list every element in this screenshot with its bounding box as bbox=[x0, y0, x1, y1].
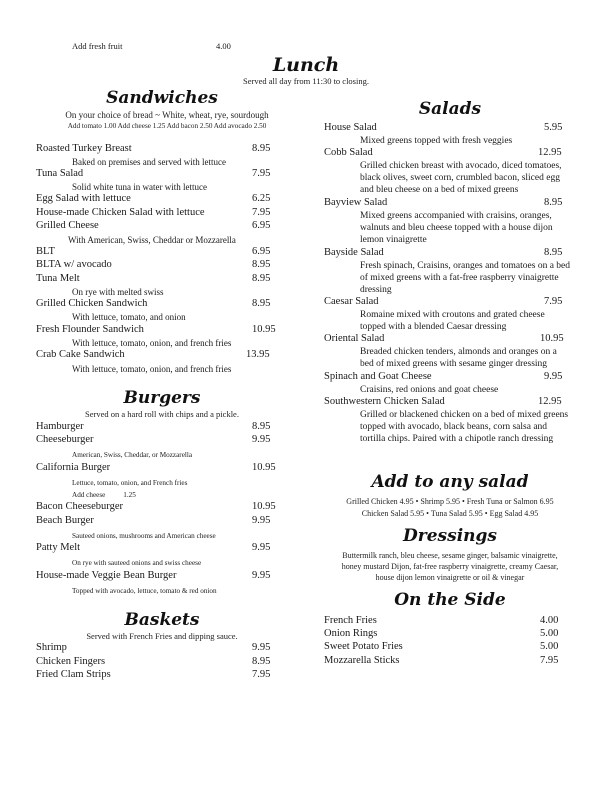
dressings-line3: house dijon lemon vinaigrette or oil & vinegar bbox=[375, 573, 525, 582]
menu-price: 7.95 bbox=[540, 655, 559, 666]
menu-item: Fried Clam Strips bbox=[36, 669, 111, 680]
menu-desc: With lettuce, tomato, onion, and french fries bbox=[72, 338, 232, 348]
add-to-salad-title: Add to any salad bbox=[371, 472, 529, 492]
menu-price: 9.95 bbox=[252, 570, 271, 581]
menu-price: 8.95 bbox=[252, 259, 271, 270]
menu-item: BLT bbox=[36, 246, 55, 257]
menu-item: Bayview Salad bbox=[324, 197, 388, 208]
menu-price: 7.95 bbox=[252, 207, 271, 218]
menu-price: 9.95 bbox=[252, 542, 271, 553]
menu-item: California Burger bbox=[36, 462, 111, 473]
menu-item: Cobb Salad bbox=[324, 147, 373, 158]
sandwiches-intro: On your choice of bread ~ White, wheat, rye, sourdough bbox=[65, 110, 269, 120]
menu-item: Egg Salad with lettuce bbox=[36, 193, 131, 204]
menu-item: House Salad bbox=[324, 122, 377, 133]
menu-price: 6.25 bbox=[252, 193, 271, 204]
menu-price: 8.95 bbox=[544, 247, 563, 258]
sides-title: On the Side bbox=[394, 590, 506, 610]
menu-price: 12.95 bbox=[538, 396, 562, 407]
menu-price: 5.95 bbox=[544, 122, 563, 133]
menu-item: Chicken Fingers bbox=[36, 656, 106, 667]
menu-price: 7.95 bbox=[252, 669, 271, 680]
menu-item: Bacon Cheeseburger bbox=[36, 501, 123, 512]
dressings-title: Dressings bbox=[403, 526, 497, 546]
menu-item: House-made Veggie Bean Burger bbox=[36, 570, 177, 581]
menu-item: BLTA w/ avocado bbox=[36, 259, 112, 270]
dressings-line1: Buttermilk ranch, bleu cheese, sesame ginger, balsamic vinaigrette, bbox=[342, 551, 558, 560]
menu-price: 10.95 bbox=[252, 324, 276, 335]
menu-desc: Mixed greens accompanied with craisins, oranges, walnuts and bleu cheese topped with a house dijon lemon vinaigrette bbox=[360, 211, 553, 246]
menu-price: 10.95 bbox=[252, 501, 276, 512]
menu-desc: Romaine mixed with croutons and grated cheese topped with a blended Caesar dressing bbox=[360, 310, 545, 333]
menu-price: 10.95 bbox=[252, 462, 276, 473]
menu-item: Cheeseburger bbox=[36, 434, 94, 445]
menu-item: Oriental Salad bbox=[324, 333, 385, 344]
lunch-subtitle: Served all day from 11:30 to closing. bbox=[243, 76, 369, 86]
lunch-title: Lunch bbox=[272, 54, 340, 76]
menu-desc: Grilled chicken breast with avocado, diced tomatoes, black olives, sweet corn, crumbled bacon, sliced egg and bleu cheese on a bed of mixed greens bbox=[360, 161, 562, 196]
menu-price: 6.95 bbox=[252, 246, 271, 257]
menu-item: French Fries bbox=[324, 615, 377, 626]
menu-desc: Sauteed onions, mushrooms and American cheese bbox=[72, 532, 216, 540]
salads-title: Salads bbox=[418, 99, 482, 119]
menu-item: Bayside Salad bbox=[324, 247, 384, 258]
baskets-intro: Served with French Fries and dipping sauce. bbox=[86, 631, 238, 641]
baskets-title: Baskets bbox=[124, 610, 200, 630]
menu-price: 5.00 bbox=[540, 628, 559, 639]
menu-item: Grilled Chicken Sandwich bbox=[36, 298, 148, 309]
menu-price: 6.95 bbox=[252, 220, 271, 231]
menu-price: 10.95 bbox=[540, 333, 564, 344]
menu-price: 8.95 bbox=[544, 197, 563, 208]
menu-desc: Mixed greens topped with fresh veggies bbox=[360, 136, 513, 146]
menu-item: Crab Cake Sandwich bbox=[36, 349, 125, 360]
menu-price: 8.95 bbox=[252, 656, 271, 667]
menu-price: 8.95 bbox=[252, 273, 271, 284]
menu-item: Tuna Melt bbox=[36, 273, 80, 284]
menu-price: 9.95 bbox=[544, 371, 563, 382]
menu-price: 8.95 bbox=[252, 143, 271, 154]
add-to-salad-line2: Chicken Salad 5.95 • Tuna Salad 5.95 • Egg Salad 4.95 bbox=[361, 509, 539, 518]
menu-desc: On rye with melted swiss bbox=[72, 287, 164, 297]
menu-item: Caesar Salad bbox=[324, 296, 379, 307]
menu-item: Beach Burger bbox=[36, 515, 94, 526]
menu-desc: Craisins, red onions and goat cheese bbox=[360, 385, 499, 395]
menu-desc: Baked on premises and served with lettuce bbox=[72, 157, 226, 167]
sandwiches-addons: Add tomato 1.00 Add cheese 1.25 Add bacon 2.50 Add avocado 2.50 bbox=[67, 122, 267, 130]
menu-item: Grilled Cheese bbox=[36, 220, 99, 231]
menu-desc: Solid white tuna in water with lettuce bbox=[72, 182, 207, 192]
menu-item: Onion Rings bbox=[324, 628, 378, 639]
menu-item: Spinach and Goat Cheese bbox=[324, 371, 432, 382]
burgers-title: Burgers bbox=[123, 388, 201, 408]
burgers-intro: Served on a hard roll with chips and a pickle. bbox=[85, 409, 239, 419]
add-fruit-price: 4.00 bbox=[216, 41, 231, 51]
menu-price: 8.95 bbox=[252, 421, 271, 432]
menu-desc: Add cheese 1.25 bbox=[72, 491, 136, 499]
menu-item: Mozzarella Sticks bbox=[324, 655, 400, 666]
menu-price: 9.95 bbox=[252, 434, 271, 445]
menu-desc: On rye with sauteed onions and swiss cheese bbox=[72, 559, 202, 567]
menu-desc: Lettuce, tomato, onion, and French fries bbox=[72, 479, 188, 487]
menu-desc: With lettuce, tomato, onion, and french fries bbox=[72, 364, 232, 374]
menu-price: 9.95 bbox=[252, 515, 271, 526]
menu-price: 5.00 bbox=[540, 641, 559, 652]
menu-item: Roasted Turkey Breast bbox=[36, 143, 132, 154]
menu-price: 12.95 bbox=[538, 147, 562, 158]
menu-item: Southwestern Chicken Salad bbox=[324, 396, 445, 407]
sandwiches-title: Sandwiches bbox=[106, 88, 218, 108]
menu-desc: Grilled or blackened chicken on a bed of mixed greens topped with avocado, black beans, corn salsa and tortilla chips. Paired with a chipotle ranch dressing bbox=[360, 410, 569, 445]
menu-item: Fresh Flounder Sandwich bbox=[36, 324, 144, 335]
menu-price: 8.95 bbox=[252, 298, 271, 309]
menu-desc: Breaded chicken tenders, almonds and oranges on a bed of mixed greens with sesame ginger dressing bbox=[360, 347, 557, 370]
menu-price: 7.95 bbox=[544, 296, 563, 307]
menu-desc: American, Swiss, Cheddar, or Mozzarella bbox=[72, 451, 193, 459]
menu-item: Patty Melt bbox=[36, 542, 81, 553]
menu-price: 9.95 bbox=[252, 642, 271, 653]
menu-item: Hamburger bbox=[36, 421, 84, 432]
menu-desc: Fresh spinach, Craisins, oranges and tomatoes on a bed of mixed greens with a fat-free raspberry vinaigrette dressing bbox=[360, 261, 571, 296]
menu-item: House-made Chicken Salad with lettuce bbox=[36, 207, 205, 218]
menu-item: Tuna Salad bbox=[36, 168, 84, 179]
menu-desc: With American, Swiss, Cheddar or Mozzarella bbox=[68, 235, 236, 245]
menu-price: 4.00 bbox=[540, 615, 559, 626]
dressings-line2: honey mustard Dijon, fat-free raspberry vinaigrette, creamy Caesar, bbox=[341, 562, 559, 571]
menu-desc: With lettuce, tomato, and onion bbox=[72, 312, 186, 322]
menu-price: 7.95 bbox=[252, 168, 271, 179]
menu-item: Sweet Potato Fries bbox=[324, 641, 403, 652]
menu-price: 13.95 bbox=[246, 349, 270, 360]
add-fruit-label: Add fresh fruit bbox=[72, 41, 123, 51]
add-to-salad-line1: Grilled Chicken 4.95 • Shrimp 5.95 • Fresh Tuna or Salmon 6.95 bbox=[346, 497, 554, 506]
menu-item: Shrimp bbox=[36, 642, 67, 653]
menu-desc: Topped with avocado, lettuce, tomato & red onion bbox=[72, 587, 217, 595]
